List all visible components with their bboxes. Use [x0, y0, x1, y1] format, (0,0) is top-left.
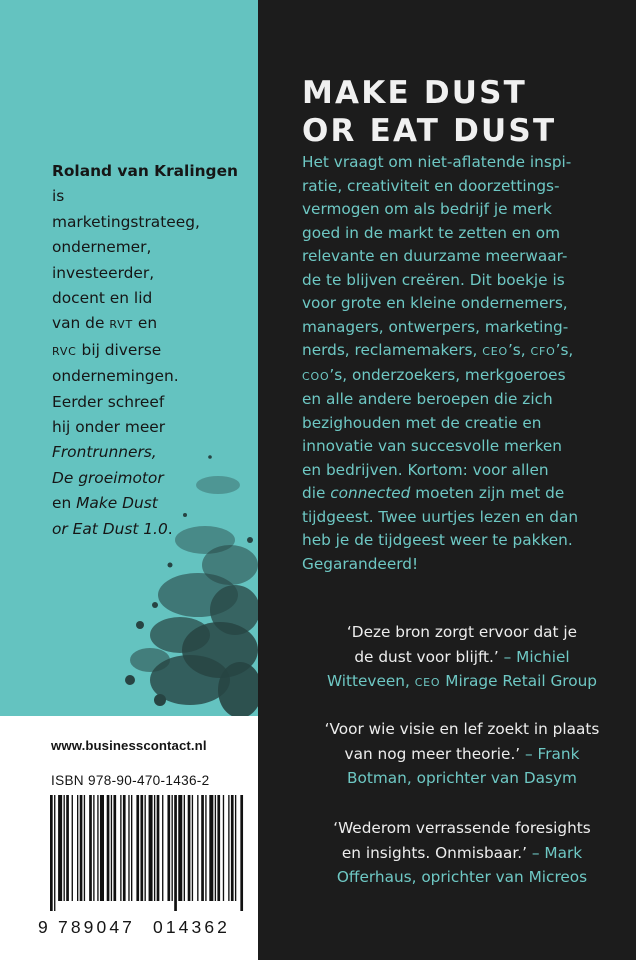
- barcode-bar: [178, 795, 182, 901]
- barcode-first-digit: 9: [38, 917, 48, 937]
- rvt-abbr: RVT: [109, 318, 134, 332]
- barcode-bar: [167, 795, 170, 901]
- barcode-bar: [223, 795, 224, 901]
- barcode-bar: [217, 795, 220, 901]
- barcode-bar: [72, 795, 73, 901]
- barcode-bar: [240, 795, 243, 911]
- barcode-bar: [205, 795, 206, 901]
- barcode-bar: [197, 795, 198, 901]
- author-bio: Roland van Kralingen is marketingstrateeg, ondernemer, investeerder, docent en lid van de RVT en RVC bij diverse ondernemingen. Eerder schreef hij onder meer Frontrunners, De groeimotor en Make Dust or Eat Dust 1.0.: [52, 162, 238, 538]
- barcode-bar: [111, 795, 112, 901]
- isbn-number: ISBN 978-90-470-1436-2: [51, 773, 210, 788]
- rvc-abbr: RVC: [52, 344, 77, 358]
- endorsement-quote: ‘Wederom verrassende foresights en insights. Onmisbaar.’ – Mark Offerhaus, oprichter van Micreos: [333, 819, 591, 886]
- barcode-bar: [162, 795, 163, 901]
- barcode-bar: [120, 795, 121, 901]
- barcode-bar: [140, 795, 143, 901]
- endorsement-quote: ‘Voor wie visie en lef zoekt in plaats van nog meer theorie.’ – Frank Botman, oprichter van Dasym: [324, 720, 600, 787]
- barcode-bar: [128, 795, 129, 901]
- barcode-bar: [201, 795, 204, 901]
- book-title: Make Dust: [76, 494, 158, 513]
- ceo-abbr: CEO: [414, 676, 441, 689]
- barcode-digit-group: 789047: [58, 917, 135, 937]
- barcode-bar: [97, 795, 98, 901]
- coo-abbr: COO: [302, 369, 330, 383]
- book-blurb: Het vraagt om niet-aflatende inspi- ratie, creativiteit en doorzettings- vermogen om als bedrijf je merk goed in de markt te zetten en om relevante en duurzame meerwaar- de te blijven creëren. Dit boekje is voor grote en kleine ondernemers, managers, ontwerpers, marketing- nerds, reclamemakers, CEO’s, CFO’s, COO’s, onderzoekers, merkgoeroes en alle andere beroepen die zich bezighouden met de creatie en innovatie van succesvolle merken en bedrijven. Kortom: voor allen die connected moeten zijn met de tijdgeest. Twee uurtjes lezen en dan heb je de tijdgeest weer te pakken. Gegarandeerd!: [302, 153, 579, 573]
- barcode-bar: [77, 795, 78, 901]
- barcode-bar: [50, 795, 53, 911]
- barcode-bar: [123, 795, 126, 901]
- barcode-bar: [157, 795, 160, 901]
- barcode-bar: [149, 795, 153, 901]
- barcode-digits: [36, 917, 248, 943]
- book-title: Frontrunners,: [52, 443, 157, 462]
- book-title-heading: MAKE DUST OR EAT DUST: [302, 75, 557, 149]
- barcode-bar: [89, 795, 92, 901]
- barcode-bar: [107, 795, 110, 901]
- barcode-bar: [228, 795, 229, 901]
- barcode-bar: [54, 795, 55, 911]
- publisher-website: www.businesscontact.nl: [51, 738, 207, 753]
- barcode-bar: [58, 795, 62, 901]
- cfo-abbr: CFO: [530, 345, 556, 358]
- barcode-bar: [235, 795, 236, 901]
- barcode-bar: [113, 795, 116, 901]
- book-title: or Eat Dust 1.0: [52, 519, 168, 538]
- barcode-bar: [192, 795, 193, 901]
- barcode-bar: [172, 795, 173, 901]
- ceo-abbr: CEO: [482, 345, 508, 358]
- book-title: De groeimotor: [52, 468, 164, 487]
- barcode-bar: [154, 795, 155, 901]
- endorsement-quote: ‘Deze bron zorgt ervoor dat je de dust voor blijft.’ – Michiel Witteveen, CEO Mirage Retail Group: [326, 623, 598, 690]
- barcode-bar: [80, 795, 83, 901]
- barcode-bar: [174, 795, 177, 911]
- barcode-bar: [184, 795, 185, 901]
- barcode-bar: [209, 795, 213, 901]
- barcode-bar: [145, 795, 146, 901]
- barcode-bar: [215, 795, 216, 901]
- barcode-bar: [100, 795, 104, 901]
- barcode-digit-group: 014362: [153, 917, 230, 937]
- barcode-bar: [84, 795, 85, 901]
- isbn-barcode: [36, 795, 248, 911]
- author-name: Roland van Kralingen: [52, 162, 238, 180]
- barcode-bar: [136, 795, 139, 901]
- barcode-bar: [231, 795, 234, 901]
- barcode-bar: [64, 795, 65, 901]
- barcode-bar: [131, 795, 132, 901]
- barcode-bar: [66, 795, 69, 901]
- barcode-bar: [93, 795, 94, 901]
- barcode-bar: [188, 795, 191, 901]
